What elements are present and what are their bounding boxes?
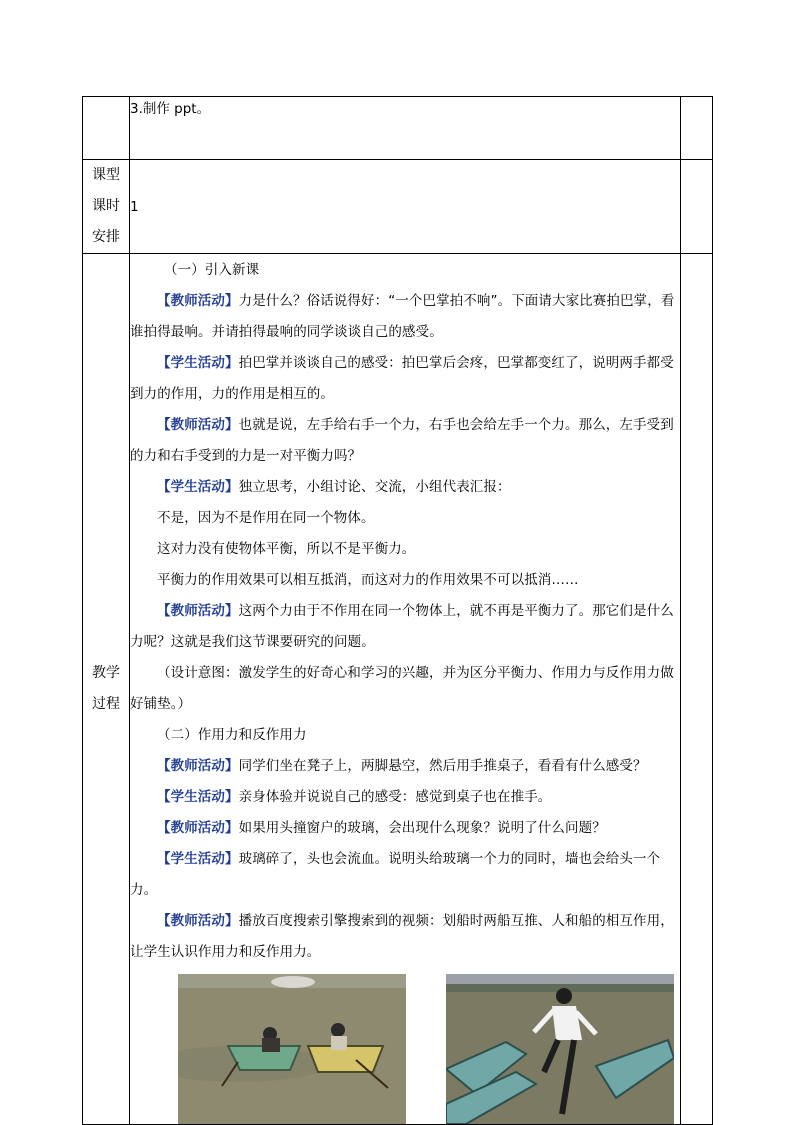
activity-tag: 【教师活动】 (157, 602, 239, 619)
process-content (130, 254, 681, 1125)
preparation-cell (130, 97, 681, 160)
paragraph: 【教师活动】同学们坐在凳子上，两脚悬空，然后用手推桌子，看看有什么感受？ (157, 757, 647, 774)
paragraph: 【教师活动】也就是说，左手给右手一个力，右手也会给左手一个力。那么，左手受到的力和右手受到的力是一对平衡力吗？ (130, 416, 674, 464)
label-line: 课时 (92, 198, 120, 214)
design-intent: （设计意图：激发学生的好奇心和学习的兴趣，并为区分平衡力、作用力与反作用力做好铺垫。） (130, 664, 674, 712)
paragraph: 这对力没有使物体平衡，所以不是平衡力。 (157, 540, 416, 557)
table-row-process (83, 254, 713, 1125)
remark-cell (681, 254, 713, 1125)
activity-tag: 【教师活动】 (157, 757, 239, 774)
activity-tag: 【教师活动】 (157, 292, 239, 309)
rowing-boats-photo (178, 974, 406, 1124)
remark-cell (681, 160, 713, 254)
label-line: 教学 (92, 665, 120, 681)
paragraph: 不是，因为不是作用在同一个物体。 (157, 509, 375, 526)
lesson-plan-table (82, 96, 713, 1125)
paragraph: 【教师活动】播放百度搜索引擎搜索到的视频：划船时两船互推、人和船的相互作用，让学生认识作用力和反作用力。 (130, 912, 674, 960)
photo-row (130, 974, 680, 1124)
paragraph: 平衡力的作用效果可以相互抵消，而这对力的作用效果不可以抵消…… (157, 571, 579, 588)
activity-tag: 【学生活动】 (157, 478, 239, 495)
paragraph: 【学生活动】玻璃碎了，头也会流血。说明头给玻璃一个力的同时，墙也会给头一个力。 (130, 850, 661, 898)
activity-tag: 【学生活动】 (157, 788, 239, 805)
paragraph: 【学生活动】独立思考，小组讨论、交流，小组代表汇报： (157, 478, 511, 495)
paragraph: 【学生活动】拍巴掌并谈谈自己的感受：拍巴掌后会疼，巴掌都变红了，说明两手都受到力的作用，力的作用是相互的。 (130, 354, 674, 402)
paragraph: 【教师活动】力是什么？俗话说得好：“一个巴掌拍不响”。下面请大家比赛拍巴掌，看谁拍得最响。并请拍得最响的同学谈谈自己的感受。 (130, 292, 675, 340)
remark-cell (681, 97, 713, 160)
label-line: 安排 (92, 229, 120, 245)
label-line: 课型 (92, 167, 120, 183)
paragraph: 【教师活动】如果用头撞窗户的玻璃，会出现什么现象？说明了什么问题？ (157, 819, 606, 836)
lesson-hours-cell (130, 160, 681, 254)
lesson-type-label (83, 160, 130, 254)
table-row-preparation (83, 97, 713, 160)
table-row-lesson-type (83, 160, 713, 254)
section-heading: （一）引入新课 (164, 261, 260, 278)
activity-tag: 【教师活动】 (157, 416, 239, 433)
paragraph: 【教师活动】这两个力由于不作用在同一个物体上，就不再是平衡力了。那它们是什么力呢？这就是我们这节课要研究的问题。 (130, 602, 674, 650)
paragraph: 【学生活动】亲身体验并说说自己的感受：感觉到桌子也在推手。 (157, 788, 552, 805)
section-heading: （二）作用力和反作用力 (157, 726, 307, 743)
activity-tag: 【学生活动】 (157, 354, 239, 371)
activity-tag: 【教师活动】 (157, 819, 239, 836)
label-line: 过程 (92, 696, 120, 712)
activity-tag: 【学生活动】 (157, 850, 239, 867)
jumping-man-photo (446, 974, 674, 1124)
preparation-text: 3.制作 ppt。 (130, 101, 211, 117)
process-label (83, 254, 130, 1125)
empty-label-cell (83, 97, 130, 160)
activity-tag: 【教师活动】 (157, 912, 239, 929)
lesson-hours-value: 1 (130, 198, 139, 215)
